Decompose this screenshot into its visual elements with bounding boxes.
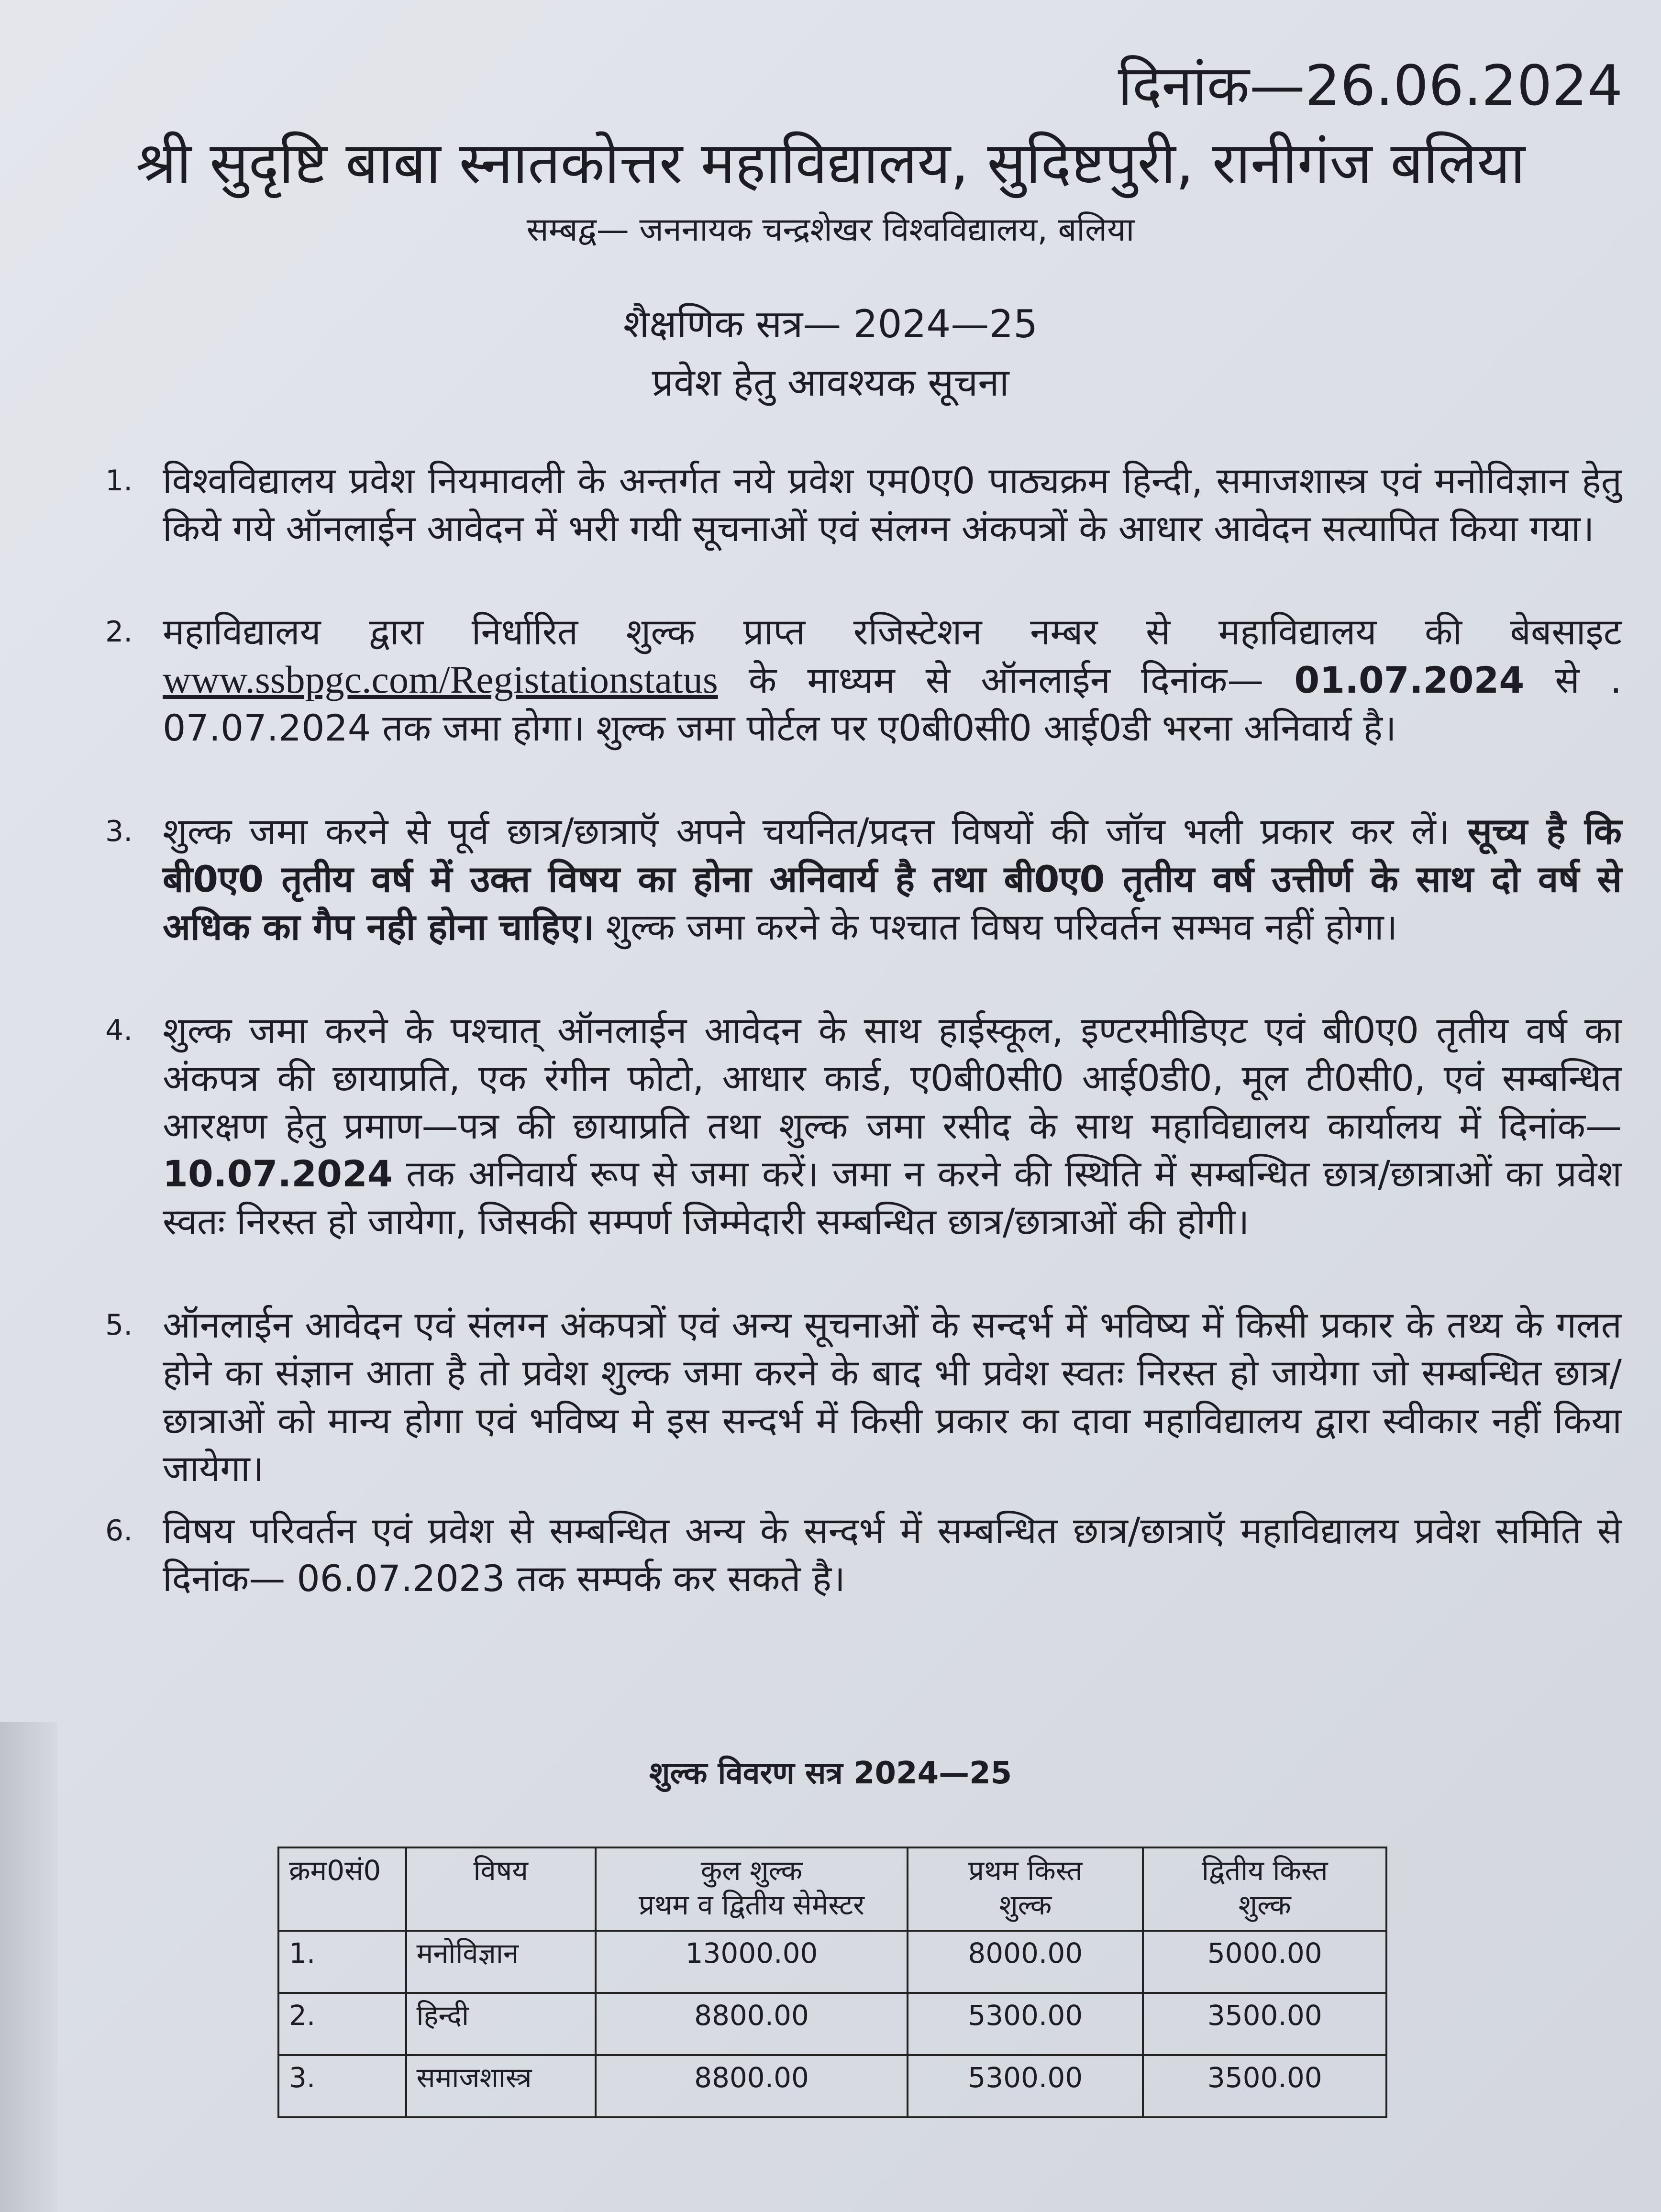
point-number: 3. (105, 815, 133, 848)
point-text: महाविद्यालय द्वारा निर्धारित शुल्क प्राप्त रजिस्टेशन नम्बर से महाविद्यालय की बेबसाइट (163, 610, 1622, 653)
point-text: शुल्क जमा करने के पश्चात विषय परिवर्तन सम्भव नहीं होगा। (594, 906, 1398, 948)
header-first-installment (908, 1847, 1143, 1931)
fee-table (277, 1847, 1387, 2118)
notice-point-4 (105, 1006, 1622, 1246)
point-text: से . 07.07.2024 तक जमा होगा। शुल्क जमा पोर्टल पर ए0बी0सी0 आई0डी भरना अनिवार्य है। (163, 659, 1622, 749)
point-number: 2. (105, 615, 133, 649)
cell-subject: मनोविज्ञान (406, 1931, 596, 1993)
cell-subject: हिन्दी (406, 1993, 596, 2055)
header-total-fee (596, 1847, 908, 1931)
table-row (278, 1931, 1386, 1993)
page-shadow (0, 1722, 57, 2212)
table-row (278, 1993, 1386, 2055)
point-bold-text: सूच्य है कि बी0ए0 तृतीय वर्ष में उक्त विषय का होना अनिवार्य है तथा बी0ए0 तृतीय वर्ष उत्तीर्ण के साथ दो वर्ष से अधिक का गैप नही होना चाहिए। (163, 810, 1622, 948)
notice-points (105, 457, 1622, 1603)
notice-point-3 (105, 807, 1622, 951)
point-text: विश्वविद्यालय प्रवेश नियमावली के अन्तर्गत नये प्रवेश एम0ए0 पाठ्यक्रम हिन्दी, समाजशास्त्र एवं मनोविज्ञान हेतु किये गये ऑनलाईन आवेदन में भरी गयी सूचनाओं एवं संलग्न अंकपत्रों के आधार आवेदन सत्यापित किया गया। (163, 459, 1622, 550)
fee-table-title: शुल्क विवरण सत्र 2024—25 (649, 1756, 1012, 1791)
cell-total: 13000.00 (596, 1931, 908, 1993)
header-total-line2: प्रथम व द्वितीय सेमेस्टर (639, 1889, 864, 1921)
header-first-line2: शुल्क (999, 1889, 1052, 1921)
notice-point-1 (105, 457, 1622, 553)
notice-date: दिनांक—26.06.2024 (1118, 54, 1623, 118)
affiliation: सम्बद्व— जननायक चन्द्रशेखर विश्वविद्यालय, बलिया (526, 211, 1135, 249)
cell-second: 3500.00 (1143, 1993, 1386, 2055)
fee-table-header (278, 1847, 1386, 1931)
cell-first: 5300.00 (908, 2055, 1143, 2117)
header-subject: विषय (406, 1847, 596, 1931)
registration-status-link[interactable]: www.ssbpgc.com/Registationstatus (163, 658, 718, 701)
table-row (278, 2055, 1386, 2117)
cell-second: 5000.00 (1143, 1931, 1386, 1993)
point-number: 1. (105, 464, 133, 498)
point-number: 5. (105, 1308, 133, 1342)
cell-first: 8000.00 (908, 1931, 1143, 1993)
cell-total: 8800.00 (596, 2055, 908, 2117)
cell-sno: 1. (278, 1931, 406, 1993)
header-first-line1: प्रथम किस्त (968, 1854, 1083, 1887)
header-second-installment (1143, 1847, 1386, 1931)
cell-total: 8800.00 (596, 1993, 908, 2055)
document-submit-date: 10.07.2024 (163, 1152, 393, 1195)
point-text: शुल्क जमा करने से पूर्व छात्र/छात्राऍ अपने चयनित/प्रदत्त विषयों की जॉच भली प्रकार कर लें। (163, 810, 1468, 852)
notice-point-5 (105, 1301, 1622, 1493)
point-text: शुल्क जमा करने के पश्चात् ऑनलाईन आवेदन के साथ हाईस्कूल, इण्टरमीडिएट एवं बी0ए0 तृतीय वर्ष का अंकपत्र की छायाप्रति, एक रंगीन फोटो, आधार कार्ड, ए0बी0सी0 आई0डी0, मूल टी0सी0, एवं सम्बन्धित आरक्षण हेतु प्रमाण—पत्र की छायाप्रति तथा शुल्क जमा रसीद के साथ महाविद्यालय कार्यालय में दिनांक— (163, 1009, 1622, 1147)
fee-start-date: 01.07.2024 (1294, 659, 1525, 701)
cell-sno: 2. (278, 1993, 406, 2055)
header-second-line2: शुल्क (1238, 1889, 1291, 1921)
notice-title: प्रवेश हेतु आवश्यक सूचना (652, 360, 1009, 405)
notice-point-6 (105, 1507, 1622, 1603)
college-name: श्री सुदृष्टि बाबा स्नातकोत्तर महाविद्यालय, सुदिष्टपुरी, रानीगंज बलिया (135, 130, 1526, 197)
header-second-line1: द्वितीय किस्त (1201, 1854, 1328, 1887)
academic-session: शैक्षणिक सत्र— 2024—25 (623, 302, 1038, 346)
point-number: 4. (105, 1014, 133, 1047)
point-number: 6. (105, 1514, 133, 1548)
cell-sno: 3. (278, 2055, 406, 2117)
point-text: विषय परिवर्तन एवं प्रवेश से सम्बन्धित अन्य के सन्दर्भ में सम्बन्धित छात्र/छात्राऍ महाविद्यालय प्रवेश समिति से दिनांक— 06.07.2023 तक सम्पर्क कर सकते है। (163, 1509, 1622, 1600)
cell-first: 5300.00 (908, 1993, 1143, 2055)
point-text: तक अनिवार्य रूप से जमा करें। जमा न करने की स्थिति में सम्बन्धित छात्र/छात्राओं का प्रवेश स्वतः निरस्त हो जायेगा, जिसकी सम्पर्ण जिम्मेदारी सम्बन्धित छात्र/छात्राओं की होगी। (163, 1152, 1622, 1243)
point-text: के माध्यम से ऑनलाईन दिनांक— (718, 659, 1295, 701)
notice-point-2 (105, 608, 1622, 752)
cell-subject: समाजशास्त्र (406, 2055, 596, 2117)
cell-second: 3500.00 (1143, 2055, 1386, 2117)
header-sno: क्रम0सं0 (278, 1847, 406, 1931)
header-total-line1: कुल शुल्क (700, 1854, 803, 1887)
point-text: ऑनलाईन आवेदन एवं संलग्न अंकपत्रों एवं अन्य सूचनाओं के सन्दर्भ में भविष्य में किसी प्रकार के तथ्य के गलत होने का संज्ञान आता है तो प्रवेश शुल्क जमा करने के बाद भी प्रवेश स्वतः निरस्त हो जायेगा जो सम्बन्धित छात्र/छात्राओं को मान्य होगा एवं भविष्य मे इस सन्दर्भ में किसी प्रकार का दावा महाविद्यालय द्वारा स्वीकार नहीं किया जायेगा। (163, 1304, 1622, 1490)
